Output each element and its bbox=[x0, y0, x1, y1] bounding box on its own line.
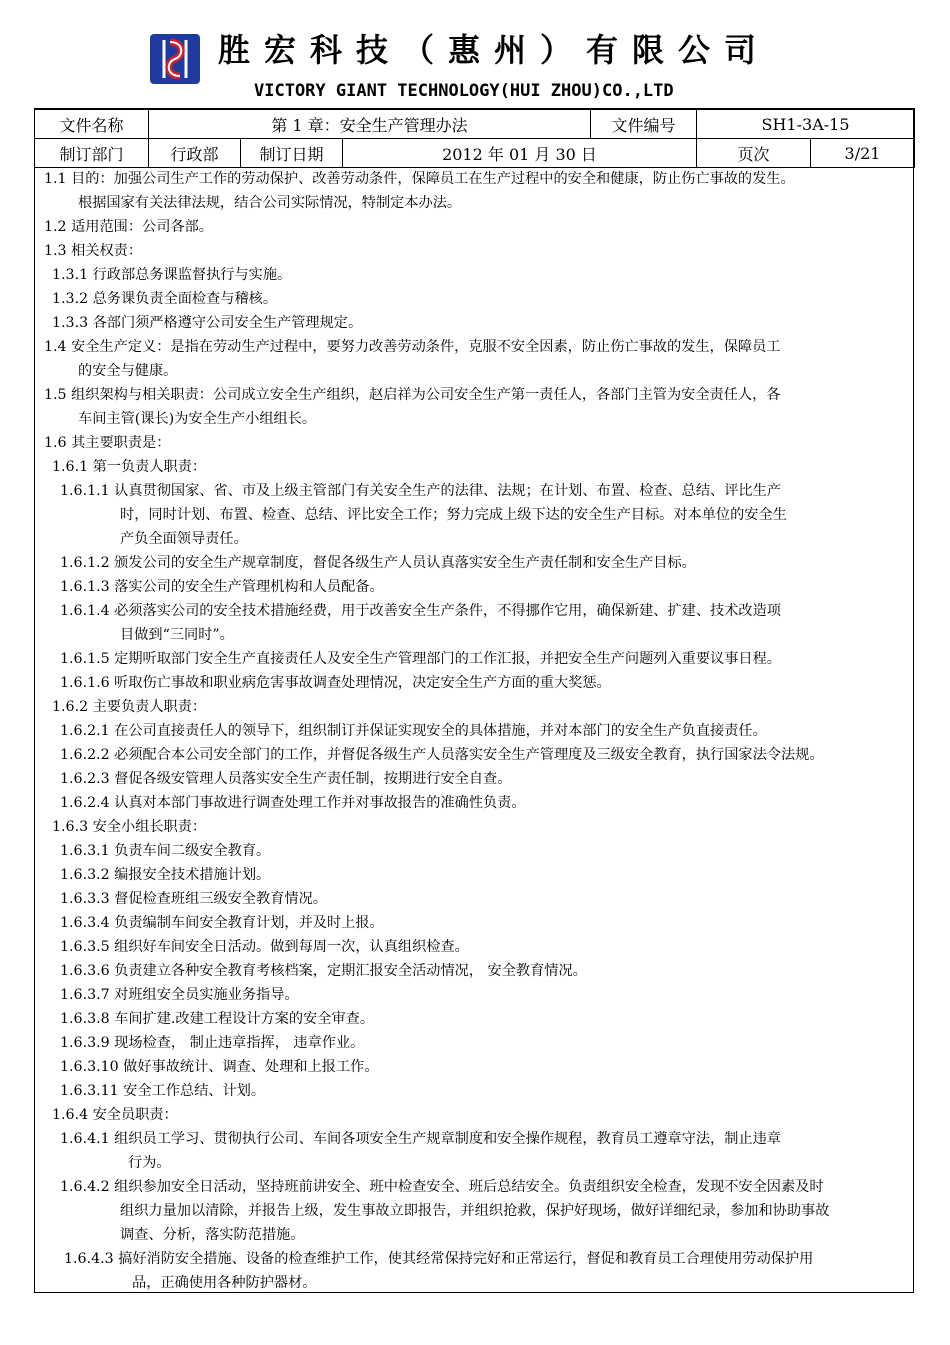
date-label: 制订日期 bbox=[241, 139, 343, 168]
body-line: 1.5 组织架构与相关职责：公司成立安全生产组织，赵启祥为公司安全生产第一责任人，各部门主管为安全责任人，各 bbox=[44, 387, 781, 403]
body-line: 1.6.2.2 必须配合本公司安全部门的工作，并督促各级生产人员落实安全生产管理度及三级安全教育，执行国家法令法规。 bbox=[60, 747, 824, 763]
body-line: 1.6.3.3 督促检查班组三级安全教育情况。 bbox=[60, 891, 327, 907]
date-value: 2012 年 01 月 30 日 bbox=[343, 139, 697, 168]
body-line: 1.6.4.1 组织员工学习、贯彻执行公司、车间各项安全生产规章制度和安全操作规程，教育员工遵章守法，制止违章 bbox=[60, 1131, 781, 1147]
body-line: 1.6.3.5 组织好车间安全日活动。做到每周一次，认真组织检查。 bbox=[60, 939, 469, 955]
dept-value: 行政部 bbox=[149, 139, 241, 168]
body-line: 1.3.1 行政部总务课监督执行与实施。 bbox=[52, 267, 292, 283]
info-row-1 bbox=[35, 109, 915, 139]
body-line: 1.2 适用范围：公司各部。 bbox=[44, 219, 213, 235]
body-line: 时，同时计划、布置、检查、总结、评比安全工作；努力完成上级下达的安全生产目标。对本单位的安全生 bbox=[120, 507, 787, 523]
doc-name-label: 文件名称 bbox=[35, 109, 149, 139]
body-line: 1.6.3 安全小组长职责： bbox=[52, 819, 207, 835]
body-line: 1.6.2 主要负责人职责： bbox=[52, 699, 207, 715]
body-line: 行为。 bbox=[128, 1155, 171, 1171]
body-line: 车间主管(课长)为安全生产小组组长。 bbox=[78, 411, 317, 427]
body-line: 1.6.1.2 颁发公司的安全生产规章制度，督促各级生产人员认真落实安全生产责任制和安全生产目标。 bbox=[60, 555, 696, 571]
body-line: 调查、分析，落实防范措施。 bbox=[120, 1227, 305, 1243]
body-line: 根据国家有关法律法规，结合公司实际情况，特制定本办法。 bbox=[78, 195, 462, 211]
info-row-2 bbox=[35, 139, 915, 168]
body-line: 1.6.3.9 现场检查， 制止违章指挥， 违章作业。 bbox=[60, 1035, 365, 1051]
body-line: 1.6 其主要职责是： bbox=[44, 435, 171, 451]
body-line: 产负全面领导责任。 bbox=[120, 531, 248, 547]
company-logo-icon bbox=[150, 34, 200, 84]
body-line: 1.6.1.5 定期听取部门安全生产直接责任人及安全生产管理部门的工作汇报，并把安全生产问题列入重要议事日程。 bbox=[60, 651, 781, 667]
body-line: 的安全与健康。 bbox=[78, 363, 178, 379]
body-line: 1.3.3 各部门须严格遵守公司安全生产管理规定。 bbox=[52, 315, 363, 331]
body-line: 1.1 目的：加强公司生产工作的劳动保护、改善劳动条件，保障员工在生产过程中的安全和健康，防止伤亡事故的发生。 bbox=[44, 171, 795, 187]
body-line: 1.6.3.11 安全工作总结、计划。 bbox=[60, 1083, 266, 1099]
body-line: 1.6.4.3 搞好消防安全措施、设备的检查维护工作，使其经常保持完好和正常运行，督促和教育员工合理使用劳动保护用 bbox=[64, 1251, 814, 1267]
doc-name-value: 第 1 章：安全生产管理办法 bbox=[149, 109, 591, 139]
body-line: 目做到“三同时”。 bbox=[120, 627, 234, 643]
body-line: 1.6.4.2 组织参加安全日活动，坚持班前讲安全、班中检查安全、班后总结安全。负责组织安全检查，发现不安全因素及时 bbox=[60, 1179, 824, 1195]
body-line: 1.4 安全生产定义：是指在劳动生产过程中，要努力改善劳动条件，克服不安全因素，防止伤亡事故的发生，保障员工 bbox=[44, 339, 781, 355]
body-line: 1.6.2.1 在公司直接责任人的领导下，组织制订并保证实现安全的具体措施，并对本部门的安全生产负直接责任。 bbox=[60, 723, 767, 739]
body-line: 1.6.3.6 负责建立各种安全教育考核档案，定期汇报安全活动情况， 安全教育情况。 bbox=[60, 963, 587, 979]
body-line: 1.6.1.6 听取伤亡事故和职业病危害事故调查处理情况，决定安全生产方面的重大奖惩。 bbox=[60, 675, 611, 691]
page-label: 页次 bbox=[697, 139, 811, 168]
body-line: 品，正确使用各种防护器材。 bbox=[132, 1275, 317, 1291]
company-name-en: VICTORY GIANT TECHNOLOGY(HUI ZHOU)CO.,LTD bbox=[254, 81, 674, 101]
body-line: 1.6.2.3 督促各级安管理人员落实安全生产责任制，按期进行安全自查。 bbox=[60, 771, 512, 787]
body-line: 1.6.1.3 落实公司的安全生产管理机构和人员配备。 bbox=[60, 579, 384, 595]
body-line: 1.6.4 安全员职责： bbox=[52, 1107, 178, 1123]
body-line: 1.6.2.4 认真对本部门事故进行调查处理工作并对事故报告的准确性负责。 bbox=[60, 795, 526, 811]
body-line: 1.6.3.2 编报安全技术措施计划。 bbox=[60, 867, 271, 883]
body-line: 1.6.3.7 对班组安全员实施业务指导。 bbox=[60, 987, 299, 1003]
body-line: 1.3 相关权责： bbox=[44, 243, 143, 259]
company-name-cn: 胜宏科技（惠州）有限公司 bbox=[218, 31, 771, 69]
page-value: 3/21 bbox=[811, 139, 915, 168]
body-line: 1.6.3.4 负责编制车间安全教育计划，并及时上报。 bbox=[60, 915, 384, 931]
body-line: 1.6.1 第一负责人职责： bbox=[52, 459, 207, 475]
document-header bbox=[0, 0, 950, 108]
body-line: 1.6.3.8 车间扩建.改建工程设计方案的安全审查。 bbox=[60, 1011, 375, 1027]
doc-no-value: SH1-3A-15 bbox=[697, 109, 915, 139]
body-line: 1.3.2 总务课负责全面检查与稽核。 bbox=[52, 291, 278, 307]
dept-label: 制订部门 bbox=[35, 139, 149, 168]
document-body bbox=[44, 167, 910, 1295]
document-info-table bbox=[34, 108, 915, 168]
body-line: 1.6.1.4 必须落实公司的安全技术措施经费，用于改善安全生产条件，不得挪作它用，确保新建、扩建、技术改造项 bbox=[60, 603, 781, 619]
body-line: 1.6.3.10 做好事故统计、调查、处理和上报工作。 bbox=[60, 1059, 379, 1075]
body-line: 1.6.3.1 负责车间二级安全教育。 bbox=[60, 843, 271, 859]
body-line: 1.6.1.1 认真贯彻国家、省、市及上级主管部门有关安全生产的法律、法规；在计划、布置、检查、总结、评比生产 bbox=[60, 483, 781, 499]
body-line: 组织力量加以清除，并报告上级，发生事故立即报告，并组织抢救，保护好现场，做好详细纪录，参加和协助事故 bbox=[120, 1203, 830, 1219]
doc-no-label: 文件编号 bbox=[591, 109, 697, 139]
